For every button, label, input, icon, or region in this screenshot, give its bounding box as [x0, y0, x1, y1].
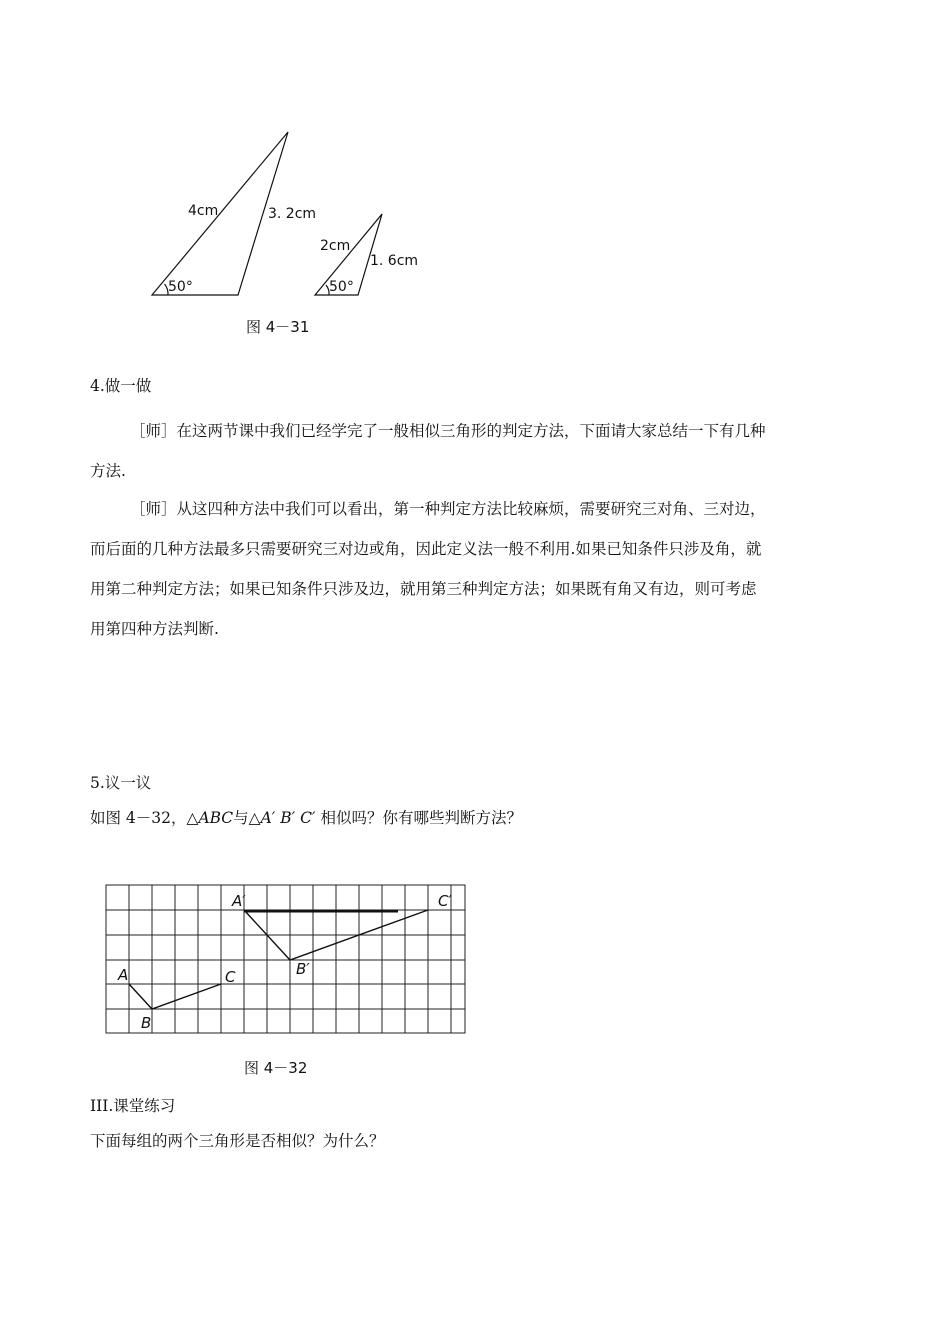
section-4-heading: 4.做一做 — [90, 377, 152, 395]
small-angle-label: 50° — [329, 279, 354, 295]
section-3-question: 下面每组的两个三角形是否相似？为什么？ — [90, 1132, 385, 1150]
teacher-tag: ［师］ — [130, 422, 177, 440]
section-3-heading: III.课堂练习 — [90, 1097, 176, 1115]
figure-4-32-caption: 图 4－32 — [244, 1059, 308, 1077]
section-4-paragraph-2 — [90, 489, 766, 649]
paragraph-2-text: 从这四种方法中我们可以看出，第一种判定方法比较麻烦，需要研究三对角、三对边，而后面的几种方法最多只需要研究三对边或角，因此定义法一般不利用.如果已知条件只涉及角，就用第二种判定方法；如果已知条件只涉及边，就用第三种判定方法；如果既有角又有边，则可考虑用第四种方法判断. — [90, 500, 766, 638]
grid — [106, 885, 465, 1033]
label-a: A — [118, 966, 129, 984]
large-side-left-label: 4cm — [188, 203, 219, 219]
large-side-right-label: 3. 2cm — [268, 206, 317, 222]
small-side-right-label: 1. 6cm — [370, 253, 419, 269]
label-c-prime: C′ — [438, 892, 452, 910]
label-b-prime: B′ — [296, 960, 310, 978]
section-5-heading: 5.议一议 — [90, 774, 152, 792]
large-angle-label: 50° — [168, 279, 193, 295]
teacher-tag: ［师］ — [130, 500, 177, 518]
paragraph-1-text: 在这两节课中我们已经学完了一般相似三角形的判定方法，下面请大家总结一下有几种方法. — [90, 422, 766, 480]
figure-4-31-caption: 图 4－31 — [246, 318, 310, 336]
label-b: B — [141, 1014, 152, 1032]
section-4-paragraph-1 — [90, 411, 766, 491]
section-5-question: 如图 4－32，△ABC与△A′ B′ C′ 相似吗？你有哪些判断方法？ — [90, 809, 522, 827]
figure-4-31 — [140, 120, 440, 345]
label-c: C — [225, 968, 236, 986]
small-side-left-label: 2cm — [320, 238, 351, 254]
label-a-prime: A′ — [232, 892, 246, 910]
figure-4-32 — [98, 876, 478, 1084]
